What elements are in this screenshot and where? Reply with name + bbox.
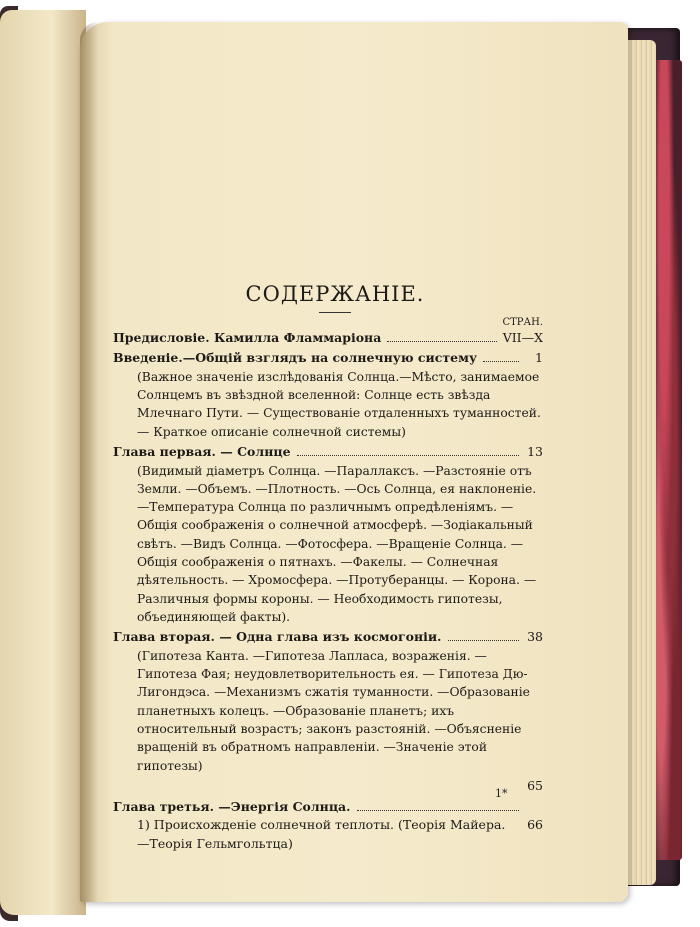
entry-label: Глава вторая. — Одна глава изъ космогоніи. [113, 629, 442, 645]
entry-page: 13 [527, 443, 543, 459]
leader-dots [483, 361, 519, 362]
description-page: 65 [527, 777, 543, 793]
entry-label: Глава третья. —Энергія Солнца. [113, 798, 351, 814]
toc-entry-introduction [113, 349, 543, 368]
leader-dots [357, 810, 520, 811]
entry-page: 38 [527, 629, 543, 645]
leader-dots [448, 640, 520, 641]
entry-label: Глава первая. — Солнце [113, 443, 291, 459]
entry-label: Введеніе.—Общій взглядъ на солнечную систему [113, 350, 477, 366]
page-title: СОДЕРЖАНІЕ. [245, 282, 425, 306]
page-column-header: СТРАН. [502, 316, 543, 328]
sub-item-page: 66 [527, 817, 543, 833]
entry-label: Предисловіе. Камилла Фламмаріона [113, 329, 382, 345]
left-page [0, 10, 86, 915]
signature-mark: 1* [495, 787, 508, 800]
toc-entry-chapter-2 [113, 628, 543, 647]
leader-dots [387, 341, 496, 342]
gutter-shadow [80, 22, 98, 902]
entry-page: 1 [535, 350, 543, 366]
entry-description: (Гипотеза Канта. —Гипотеза Лапласа, возраженія. —Гипотеза Фая; неудовлетворительность ея. — Гипотеза Дю-Лигондэса. —Механизмъ сжатія туманности. —Образованіе планетныхъ колецъ. —Образованіе планетъ; ихъ относительный возрастъ; законъ разстояній. —Объясненіе вращеній въ обратномъ направленіи. —Значеніе этой гипотезы) [137, 648, 530, 773]
toc-entry-chapter-1 [113, 443, 543, 462]
sub-item-text: 1) Происхожденіе солнечной теплоты. (Теорія Майера. —Теорія Гельмгольтца) [137, 817, 506, 851]
entry-description-row [113, 647, 543, 777]
title-rule [319, 312, 351, 313]
leader-dots [297, 455, 519, 456]
marbled-edge [652, 60, 682, 860]
sub-item [113, 816, 543, 853]
toc-entry-chapter-3 [113, 798, 543, 817]
description-page-row [113, 777, 543, 796]
entry-page: VII—X [502, 329, 543, 345]
entry-description: (Видимый діаметръ Солнца. —Параллаксъ. —Разстояніе отъ Земли. —Объемъ. —Плотность. —Ось Солнца, ея наклоненіе. —Температура Солнца по различнымъ опредѣленіямъ. —Общія соображенія о солнечной атмосферѣ. —Зодіакальный свѣтъ. —Видъ Солнца. —Фотосфера. —Вращеніе Солнца. —Общія соображенія о пятнахъ. —Факелы. — Солнечная дѣятельность. — Хромосфера. —Протуберанцы. — Корона. — Различныя формы короны. — Необходимость гипотезы, объединяющей факты). [137, 463, 537, 624]
entry-description: (Важное значеніе изслѣдованія Солнца.—Мѣсто, занимаемое Солнцемъ въ звѣздной вселенной: Солнце есть звѣзда Млечнаго Пути. — Существованіе отдаленныхъ туманностей. — Краткое описаніе солнечной системы) [137, 369, 541, 439]
table-of-contents [113, 282, 543, 853]
toc-entry-preface [113, 329, 543, 348]
